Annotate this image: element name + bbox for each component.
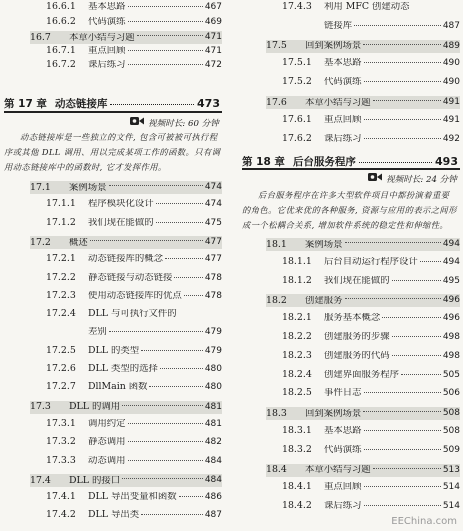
entry-number: 18.2.2 (282, 331, 312, 342)
dot-leader (128, 460, 203, 461)
entry-number: 17.4 (30, 474, 51, 486)
toc-subsection-entry (46, 419, 222, 429)
entry-title: 本章小结与习题 (305, 97, 371, 108)
dot-leader (345, 242, 441, 243)
entry-number: 17.2.2 (46, 271, 76, 283)
entry-number: 17.6.1 (282, 113, 312, 125)
toc-subsection-entry (282, 332, 460, 342)
entry-page: 467 (204, 2, 222, 12)
entry-title: 创建服务的代码 (324, 350, 390, 361)
entry-page: 472 (204, 60, 222, 70)
toc-section-entry (266, 407, 460, 420)
dot-leader (179, 496, 203, 497)
dot-leader (156, 222, 203, 223)
entry-number: 17.4.2 (46, 509, 76, 521)
chapter-rule (4, 111, 222, 113)
entry-page: 474 (204, 182, 222, 192)
entry-page: 494 (442, 239, 460, 249)
entry-page: 482 (204, 437, 222, 448)
toc-subsection-entry (282, 257, 460, 267)
entry-number: 17.3.1 (46, 417, 76, 429)
entry-number: 17.2.3 (46, 289, 76, 301)
dot-leader (141, 514, 203, 515)
entry-number: 17.3.3 (46, 454, 76, 466)
dot-leader (392, 280, 441, 281)
entry-number: 17.6.2 (282, 132, 312, 144)
dot-leader (141, 350, 203, 351)
toc-subsection-entry (46, 291, 222, 301)
entry-title: DLL 的接口 (69, 475, 121, 485)
dot-leader (109, 185, 203, 186)
entry-number: 18.2 (266, 295, 287, 307)
entry-number: 17.1.2 (46, 216, 76, 228)
toc-subsection-entry (46, 327, 222, 337)
toc-section-entry (30, 236, 222, 249)
entry-title: 基本思路 (324, 426, 362, 436)
entry-title: 链接库 (324, 20, 353, 31)
entry-title: 创建界面服务程序 (324, 369, 400, 379)
chapter-number: 第 18 章 (242, 156, 285, 168)
entry-page: 490 (442, 58, 460, 69)
entry-page: 505 (442, 369, 460, 380)
toc-subsection-entry (282, 313, 460, 323)
entry-title: 课后练习 (88, 60, 126, 70)
entry-title: 课后练习 (324, 501, 362, 511)
intro-line: 用动态链接库中的函数时, 它才发挥作用。 (4, 162, 167, 172)
toc-section-entry (266, 238, 460, 251)
entry-title: 动态调用 (88, 455, 126, 465)
entry-number: 18.2.5 (282, 387, 312, 399)
entry-number: 16.7 (30, 31, 51, 43)
entry-title: 事件日志 (324, 388, 362, 398)
entry-number: 17.5 (266, 40, 287, 52)
dot-leader (364, 392, 441, 393)
entry-title: DLL 的调用 (69, 402, 121, 412)
toc-subsection-entry (46, 2, 222, 12)
entry-title: 案例场景 (69, 182, 107, 193)
video-duration-label: 视频时长: 24 分钟 (386, 174, 457, 185)
dot-leader (149, 386, 202, 387)
entry-page: 491 (442, 97, 460, 107)
dot-leader (122, 478, 203, 479)
toc-subsection-entry (282, 2, 460, 11)
toc-subsection-entry (282, 134, 460, 144)
dot-leader (392, 336, 441, 337)
dot-leader (122, 405, 203, 406)
dot-leader (363, 411, 441, 412)
chapter-title: 动态链接库 (54, 98, 108, 110)
toc-section-entry (30, 31, 222, 44)
chapter-rule (242, 168, 460, 170)
dot-leader (363, 44, 441, 45)
entry-title: 我们现在能做的 (88, 217, 154, 227)
dot-leader (137, 35, 203, 36)
entry-title: 案例场景 (305, 239, 343, 250)
toc-subsection-entry (46, 17, 222, 27)
entry-number: 17.3 (30, 401, 51, 413)
entry-number: 18.3.1 (282, 425, 312, 436)
entry-page: 494 (442, 256, 460, 267)
video-camera-icon (368, 172, 382, 185)
dot-leader (373, 100, 441, 101)
entry-number: 18.4.2 (282, 500, 312, 512)
toc-section-entry (266, 464, 460, 477)
entry-page: 471 (204, 45, 222, 56)
entry-title: 重点回顾 (324, 114, 362, 125)
dot-leader (345, 298, 441, 299)
dot-leader (156, 203, 203, 204)
entry-number: 17.2 (30, 236, 51, 248)
toc-subsection-entry (282, 388, 460, 398)
entry-page: 508 (442, 408, 460, 419)
entry-page: 514 (442, 501, 460, 512)
entry-title: 差别 (88, 327, 107, 337)
intro-line: 的角色。它优来优的各种服务, 资源与应用的表示之间形 (242, 205, 457, 215)
entry-number: 17.5.2 (282, 76, 312, 88)
entry-title: 调用约定 (88, 418, 126, 429)
video-camera-icon (130, 116, 144, 129)
toc-subsection-entry (282, 445, 460, 455)
entry-page: 496 (442, 313, 460, 324)
entry-title: DLL 的类型 (88, 345, 140, 356)
entry-number: 17.1 (30, 181, 51, 193)
dot-leader (174, 277, 202, 278)
chapter-17-heading (4, 96, 220, 111)
toc-subsection-entry (46, 364, 222, 374)
dot-leader (110, 104, 194, 105)
dot-leader (382, 317, 441, 318)
intro-line: 后台服务程序在许多大型软件项目中都扮演着重要 (258, 190, 450, 200)
toc-subsection-entry (282, 501, 460, 511)
toc-subsection-entry (282, 276, 460, 286)
entry-number: 17.5.1 (282, 57, 312, 69)
toc-subsection-entry (282, 77, 460, 87)
entry-number: 16.7.1 (46, 44, 76, 56)
entry-title: 课后练习 (324, 133, 362, 143)
entry-number: 17.2.6 (46, 363, 76, 374)
entry-title: DLL 导出类 (88, 510, 140, 520)
entry-number: 18.1 (266, 238, 287, 250)
intro-line: 序或其他 DLL 调用、用以完成某项工作的函数。只有调 (4, 147, 221, 157)
entry-page: 486 (204, 492, 222, 503)
entry-title: 静态链接与动态链接 (88, 272, 173, 282)
dot-leader (364, 138, 441, 139)
dot-leader (364, 430, 441, 431)
chapter-number: 第 17 章 (4, 98, 47, 110)
toc-section-entry (266, 40, 460, 53)
toc-subsection-entry (46, 46, 222, 56)
entry-page: 484 (204, 455, 222, 466)
watermark: EEChina.com (391, 516, 457, 527)
chapter-page: 493 (435, 155, 458, 168)
toc-subsection-entry (282, 351, 460, 361)
entry-title: DllMain 函数 (88, 382, 148, 392)
entry-title: DLL 导出变量和函数 (88, 492, 177, 502)
entry-page: 513 (442, 464, 460, 475)
toc-subsection-entry (282, 482, 460, 492)
entry-page: 478 (204, 290, 222, 301)
entry-title: 重点回顾 (88, 45, 126, 55)
entry-title: DLL 类型的选择 (88, 364, 158, 374)
toc-subsection-entry (46, 382, 222, 392)
entry-number: 17.4.1 (46, 491, 76, 503)
entry-title: 我们现在能做的 (324, 275, 390, 285)
entry-page: 474 (204, 199, 222, 210)
video-duration (130, 116, 219, 129)
toc-subsection-entry (46, 199, 222, 209)
dot-leader (165, 258, 203, 259)
toc-section-entry (30, 401, 222, 414)
toc-subsection-entry (282, 426, 460, 436)
dot-leader (373, 468, 441, 469)
entry-page: 496 (442, 295, 460, 306)
entry-number: 17.2.7 (46, 381, 76, 393)
video-duration-label: 视频时长: 60 分钟 (148, 118, 219, 129)
toc-subsection-entry (282, 370, 460, 380)
entry-page: 489 (442, 40, 460, 51)
toc-subsection-entry (282, 21, 460, 31)
entry-title: 概述 (69, 237, 88, 248)
toc-subsection-entry (46, 273, 222, 283)
dot-leader (364, 449, 441, 450)
dot-leader (420, 261, 441, 262)
toc-subsection-entry (46, 60, 222, 70)
entry-title: 回到案例场景 (305, 408, 362, 419)
entry-number: 18.3.2 (282, 443, 312, 455)
entry-title: 本章小结与习题 (69, 32, 135, 43)
entry-title: 动态链接库的概念 (88, 254, 164, 264)
entry-page: 487 (204, 510, 222, 521)
entry-number: 18.2.1 (282, 312, 312, 324)
entry-number: 17.6 (266, 96, 287, 108)
entry-number: 18.3 (266, 407, 287, 419)
entry-page: 498 (442, 332, 460, 342)
entry-page: 477 (204, 254, 222, 265)
entry-number: 17.1.1 (46, 198, 76, 210)
dot-leader (109, 331, 203, 332)
dot-leader (184, 295, 203, 296)
intro-line: 动态链接库是一些独立的文件, 包含可被被可执行程 (20, 132, 218, 142)
entry-page: 495 (442, 275, 460, 286)
dot-leader (364, 505, 441, 506)
entry-page: 491 (442, 114, 460, 125)
chapter-intro (4, 130, 222, 175)
dot-leader (364, 81, 441, 82)
dot-leader (128, 441, 203, 442)
entry-page: 478 (204, 272, 222, 283)
entry-page: 490 (442, 77, 460, 88)
entry-page: 475 (204, 217, 222, 228)
entry-page: 509 (442, 444, 460, 455)
dot-leader (359, 162, 432, 163)
toc-subsection-entry (282, 58, 460, 68)
entry-title: 创建服务的步骤 (324, 332, 390, 342)
dot-leader (128, 423, 203, 424)
entry-page: 498 (442, 350, 460, 361)
toc-section-entry (30, 474, 222, 487)
entry-number: 17.2.5 (46, 344, 76, 356)
entry-number: 16.6.1 (46, 1, 76, 12)
video-duration (368, 172, 457, 185)
entry-page: 481 (204, 418, 222, 429)
entry-title: 利用 MFC 创建动态 (324, 2, 410, 12)
entry-page: 492 (442, 133, 460, 144)
entry-title: 程序模块化设计 (88, 199, 154, 209)
dot-leader (392, 355, 441, 356)
toc-subsection-entry (46, 254, 222, 264)
entry-number: 18.1.1 (282, 255, 312, 267)
dot-leader (128, 6, 203, 7)
entry-page: 479 (204, 327, 222, 338)
dot-leader (128, 21, 203, 22)
toc-subsection-entry (46, 510, 222, 520)
entry-page: 508 (442, 426, 460, 436)
entry-title: 回到案例场景 (305, 41, 362, 51)
entry-page: 481 (204, 401, 222, 412)
dot-leader (354, 25, 441, 26)
entry-number: 18.1.2 (282, 274, 312, 286)
dot-leader (364, 119, 441, 120)
chapter-page: 473 (197, 97, 220, 110)
entry-page: 480 (204, 382, 222, 393)
entry-title: 基本思路 (88, 2, 126, 12)
dot-leader (128, 64, 203, 65)
toc-section-entry (266, 294, 460, 307)
entry-page: 477 (204, 236, 222, 247)
toc-subsection-entry (46, 437, 222, 447)
toc-subsection-entry (46, 309, 222, 318)
entry-number: 18.2.3 (282, 349, 312, 361)
entry-number: 17.4.3 (282, 1, 312, 12)
chapter-18-heading (242, 154, 458, 169)
dot-leader (364, 486, 441, 487)
entry-title: 基本思路 (324, 58, 362, 68)
entry-title: DLL 与可执行文件的 (88, 309, 177, 319)
entry-page: 471 (204, 32, 222, 42)
dot-leader (364, 62, 441, 63)
entry-page: 487 (442, 20, 460, 31)
toc-subsection-entry (46, 346, 222, 356)
entry-number: 16.6.2 (46, 15, 76, 27)
entry-title: 服务基本概念 (324, 313, 381, 323)
dot-leader (401, 374, 441, 375)
toc-subsection-entry (46, 456, 222, 466)
toc-subsection-entry (282, 115, 460, 125)
entry-title: 代码演练 (324, 77, 362, 87)
toc-subsection-entry (46, 218, 222, 228)
entry-number: 18.4 (266, 464, 287, 476)
entry-number: 18.4.1 (282, 481, 312, 493)
chapter-title: 后台服务程序 (292, 156, 356, 168)
toc-section-entry (30, 181, 222, 194)
entry-title: 重点回顾 (324, 482, 362, 492)
entry-page: 469 (204, 16, 222, 27)
entry-number: 17.2.1 (46, 253, 76, 265)
dot-leader (128, 50, 203, 51)
toc-section-entry (266, 96, 460, 109)
dot-leader (160, 368, 203, 369)
toc-subsection-entry (46, 492, 222, 502)
entry-title: 后台自动运行程序设计 (324, 256, 418, 267)
entry-page: 514 (442, 482, 460, 493)
entry-page: 506 (442, 388, 460, 399)
entry-title: 静态调用 (88, 437, 126, 447)
entry-title: 代码演练 (88, 16, 126, 26)
entry-page: 484 (204, 474, 222, 485)
entry-number: 17.2.4 (46, 308, 76, 320)
entry-number: 16.7.2 (46, 59, 76, 70)
entry-title: 使用动态链接库的优点 (88, 290, 182, 301)
entry-number: 18.2.4 (282, 368, 312, 380)
entry-title: 本章小结与习题 (305, 465, 371, 475)
entry-number: 17.3.2 (46, 436, 76, 448)
chapter-intro (242, 188, 460, 233)
entry-page: 479 (204, 345, 222, 356)
intro-line: 成一个松耦合关系, 增加软件系统的稳定性和伸缩性。 (242, 220, 449, 230)
entry-title: 创建服务 (305, 296, 343, 306)
dot-leader (90, 240, 203, 241)
entry-page: 480 (204, 364, 222, 374)
entry-title: 代码演练 (324, 444, 362, 455)
